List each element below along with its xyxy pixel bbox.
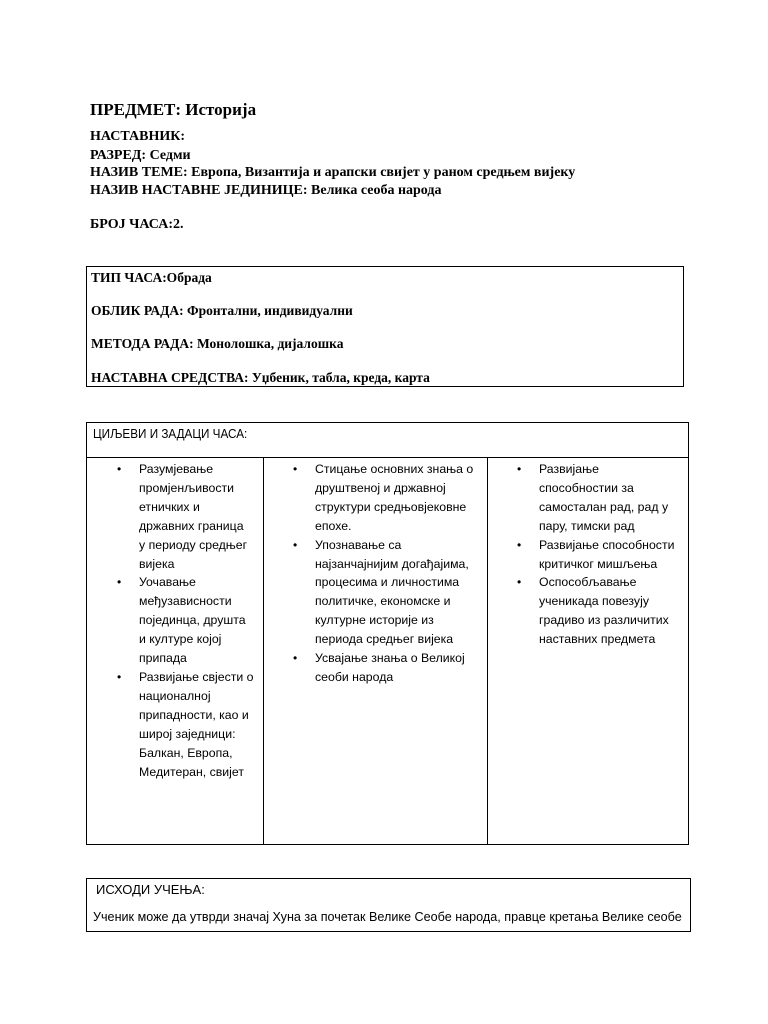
teaching-tools: НАСТАВНА СРЕДСТВА: Уџбеник, табла, креда, карта	[91, 370, 430, 385]
goal-text: структури средњовјековне	[315, 499, 467, 514]
goal-item-line	[517, 460, 679, 479]
work-method: МЕТОДА РАДА: Монолошка, дијалошка	[91, 336, 344, 351]
work-form: ОБЛИК РАДА: Фронтални, индивидуални	[91, 303, 353, 318]
goal-text: наставних предмета	[539, 632, 656, 647]
goal-text: епохе.	[315, 518, 352, 533]
subject-heading: ПРЕДМЕТ: Историја	[90, 100, 257, 119]
goal-text: критичког мишљења	[539, 556, 658, 571]
goal-text: политичке, економске и	[315, 594, 451, 609]
goal-text: државних граница	[139, 518, 244, 533]
lesson-number-line: БРОЈ ЧАСА:2.	[90, 217, 184, 232]
goal-text: националној	[139, 688, 211, 703]
outcomes-box	[86, 878, 691, 932]
goal-item-line	[315, 517, 480, 536]
goals-title: ЦИЉЕВИ И ЗАДАЦИ ЧАСА:	[93, 426, 248, 441]
bullet-icon: •	[293, 537, 298, 552]
goal-item-line	[139, 687, 257, 706]
goal-item-line	[139, 536, 257, 555]
goal-text: Развијање	[539, 462, 599, 476]
goal-text: Развијање свјести о	[139, 669, 254, 684]
goal-text: међузависности	[139, 594, 232, 609]
goal-text: Разумјевање	[139, 462, 214, 476]
goal-text: најзанчајнијим догађајима,	[315, 556, 469, 571]
goal-text: Упознавање са	[315, 537, 402, 552]
goal-item-line	[539, 479, 679, 498]
goals-column-2	[263, 457, 488, 844]
goal-text: појединца, друшта	[139, 613, 246, 628]
goal-text: промјенљивости	[139, 480, 235, 495]
goal-item-line	[139, 479, 257, 498]
goal-text: етничких и	[139, 499, 200, 514]
goal-item-line	[139, 555, 257, 574]
goal-item-line	[139, 706, 257, 725]
goal-text: друштвеној и државној	[315, 480, 446, 495]
goal-item-line	[539, 517, 679, 536]
goal-text: припада	[139, 651, 187, 666]
goal-item-line	[539, 630, 679, 649]
outcomes-text: Ученик може да утврди значај Хуна за почетак Велике Сеобе народа, правце кретања Велике сеобе	[93, 910, 682, 924]
bullet-icon: •	[517, 575, 522, 590]
goal-item-line	[117, 668, 257, 687]
goals-table	[86, 422, 689, 845]
goal-text: пару, тимски рад	[539, 518, 635, 533]
goal-item-line	[293, 536, 480, 555]
bullet-icon: •	[517, 462, 522, 476]
goal-item-line	[517, 536, 679, 555]
bullet-icon: •	[293, 462, 298, 476]
goal-item-line	[139, 592, 257, 611]
goal-text: градиво из различитих	[539, 613, 669, 628]
lesson-type: ТИП ЧАСА:Обрада	[91, 270, 212, 285]
bullet-icon: •	[117, 462, 122, 476]
unit-line: НАЗИВ НАСТАВНЕ ЈЕДИНИЦЕ: Велика сеоба народа	[90, 183, 442, 198]
goal-item-line	[539, 611, 679, 630]
goal-text: и културе којој	[139, 632, 222, 647]
goal-item-line	[139, 517, 257, 536]
goal-item-line	[539, 555, 679, 574]
bullet-icon: •	[117, 669, 122, 684]
bullet-icon: •	[517, 537, 522, 552]
goal-text: Оспособљавање	[539, 575, 637, 590]
goal-item-line	[315, 592, 480, 611]
goal-text: самосталан рад, рад у	[539, 499, 669, 514]
goal-item-line	[139, 630, 257, 649]
topic-line: НАЗИВ ТЕМЕ: Европа, Византија и арапски свијет у раном средњем вијеку	[90, 165, 576, 180]
lesson-info-box	[86, 266, 684, 387]
goal-text: Усвајање знања о Великој	[315, 651, 465, 666]
goal-item-line	[139, 498, 257, 517]
goal-item-line	[315, 611, 480, 630]
goal-text: периода средњег вијека	[315, 632, 454, 647]
goal-item-line	[315, 573, 480, 592]
goal-text: Балкан, Европа,	[139, 745, 233, 760]
goals-column-3	[487, 457, 688, 844]
goal-item-line	[315, 498, 480, 517]
goal-item-line	[293, 460, 480, 479]
teacher-line: НАСТАВНИК:	[90, 129, 186, 144]
goal-item-line	[117, 460, 257, 479]
goal-item-line	[315, 555, 480, 574]
bullet-icon: •	[117, 575, 122, 590]
goal-item-line	[117, 573, 257, 592]
goal-item-line	[139, 744, 257, 763]
goal-item-line	[539, 498, 679, 517]
goal-text: Развијање способности	[539, 537, 675, 552]
grade-line: РАЗРЕД: Седми	[90, 148, 191, 163]
goal-text: у периоду средњег	[139, 537, 248, 552]
goal-item-line	[315, 479, 480, 498]
goal-text: Медитеран, свијет	[139, 764, 244, 779]
goals-column-1	[87, 457, 264, 844]
goal-item-line	[315, 668, 480, 687]
goal-item-line	[139, 725, 257, 744]
goal-item-line	[139, 649, 257, 668]
goals-title-row	[87, 423, 688, 458]
goal-item-line	[539, 592, 679, 611]
goal-text: сеоби народа	[315, 669, 394, 684]
goal-item-line	[293, 649, 480, 668]
goal-item-line	[139, 611, 257, 630]
goal-text: широј заједници:	[139, 726, 236, 741]
goal-text: Стицање основних знања о	[315, 462, 474, 476]
goal-text: ученикада повезују	[539, 594, 649, 609]
goal-item-line	[315, 630, 480, 649]
goal-text: процесима и личностима	[315, 575, 460, 590]
outcomes-title: ИСХОДИ УЧЕЊА:	[96, 882, 205, 897]
goal-text: способностии за	[539, 480, 634, 495]
goal-item-line	[517, 573, 679, 592]
goal-text: вијека	[139, 556, 175, 571]
goal-text: Уочавање	[139, 575, 196, 590]
bullet-icon: •	[293, 651, 298, 666]
goal-text: припадности, као и	[139, 707, 249, 722]
goal-text: културне историје из	[315, 613, 434, 628]
goal-item-line	[139, 763, 257, 782]
